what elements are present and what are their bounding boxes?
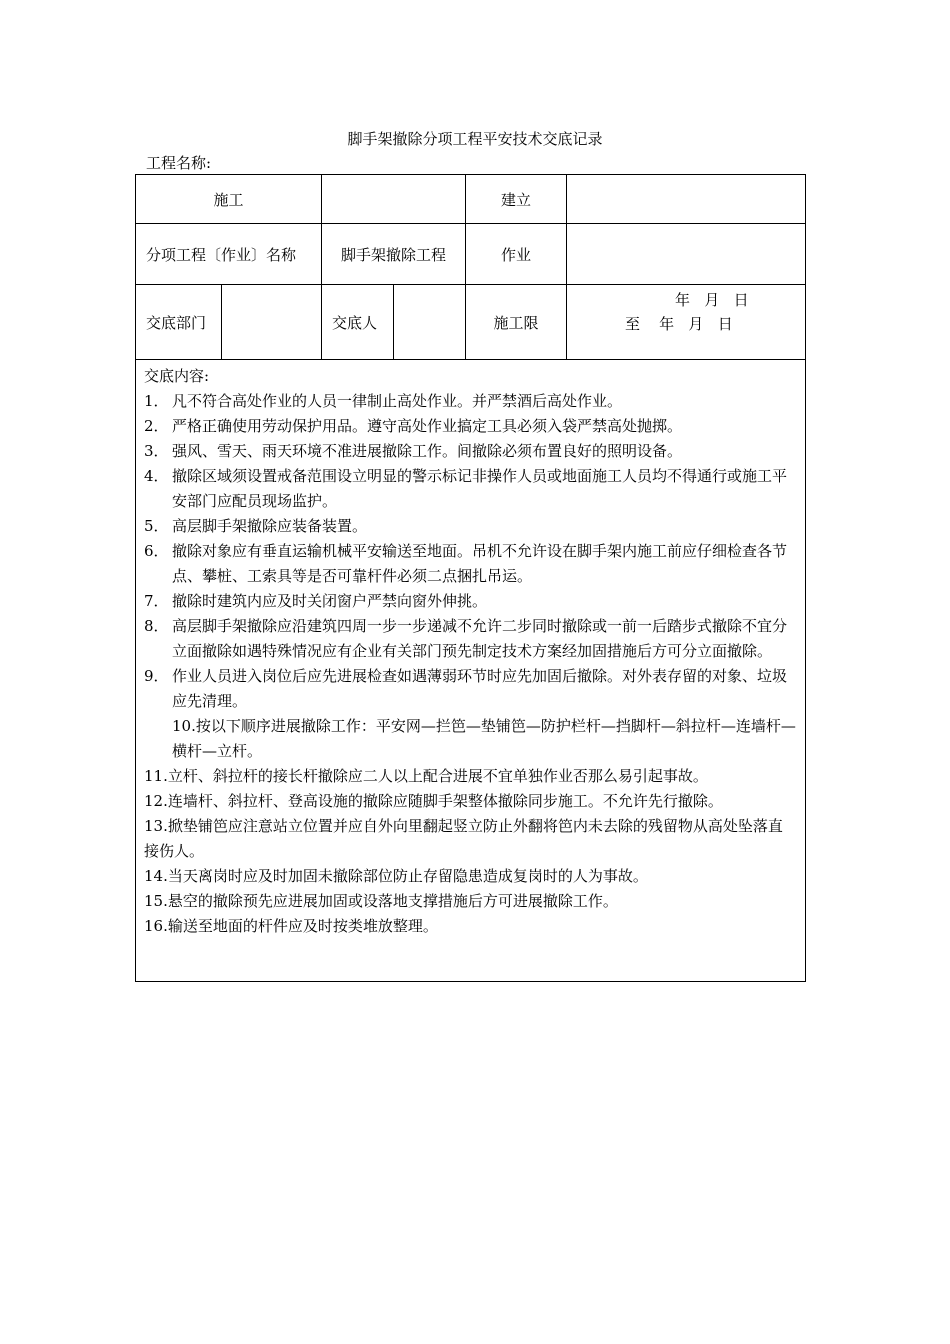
content-item-1 [144,389,797,414]
content-item-13: 13.掀垫铺笆应注意站立位置并应自外向里翻起竖立防止外翻将笆内未去除的残留物从高处坠落直接伤人。 [144,817,783,860]
dept-label: 交底部门 [136,285,222,360]
content-item-6 [144,539,797,589]
content-item-14: 14.当天离岗时应及时加固未撤除部位防止存留隐患造成复岗时的人为事故。 [144,867,648,885]
subitem-value[interactable]: 脚手架撤除工程 [322,224,466,285]
item-text: 撤除对象应有垂直运输机械平安输送至地面。吊机不允许设在脚手架内施工前应仔细检查各节点、攀桩、工索具等是否可靠杆件必须二点捆扎吊运。 [172,542,788,585]
item-number: 6． [144,542,169,560]
work-value[interactable] [567,224,806,285]
content-item-12: 12.连墙杆、斜拉杆、登高设施的撤除应随脚手架整体撤除同步施工。不允许先行撤除。 [144,792,723,810]
period-label: 施工限 [466,285,567,360]
page-title: 脚手架撤除分项工程平安技术交底记录 [347,130,603,148]
period-dates[interactable] [567,285,806,360]
content-item-9 [144,664,797,714]
item-text: 强风、雪天、雨天环境不准进展撤除工作。间撤除必须布置良好的照明设备。 [172,442,683,460]
item-number: 4． [144,467,169,485]
item-text: 高层脚手架撤除应沿建筑四周一步一步递减不允许二步同时撤除或一前一后踏步式撤除不宜分立面撤除如遇特殊情况应有企业有关部门预先制定技术方案经加固措施后方可分立面撤除。 [172,617,788,660]
build-value[interactable] [567,175,806,224]
content-heading: 交底内容: [144,367,210,385]
briefing-content [136,360,806,982]
item-text: 凡不符合高处作业的人员一律制止高处作业。并严禁酒后高处作业。 [172,392,623,410]
content-item-16: 16.输送至地面的杆件应及时按类堆放整理。 [144,917,438,935]
item-number: 7． [144,592,169,610]
date-end: 至 年 月 日 [625,315,733,333]
item-text: 撤除时建筑内应及时关闭窗户严禁向窗外伸挑。 [172,592,488,610]
item-text: 严格正确使用劳动保护用品。遵守高处作业搞定工具必须入袋严禁高处抛掷。 [172,417,683,435]
content-item-15: 15.悬空的撤除预先应进展加固或设落地支撑措施后方可进展撤除工作。 [144,892,618,910]
work-label: 作业 [466,224,567,285]
project-name-label: 工程名称: [146,154,212,172]
item-number: 1． [144,392,169,410]
content-item-8 [144,614,797,664]
content-item-3 [144,439,797,464]
record-table [135,174,806,982]
content-item-11: 11.立杆、斜拉杆的接长杆撤除应二人以上配合进展不宜单独作业否那么易引起事故。 [144,767,708,785]
build-label: 建立 [466,175,567,224]
item-text: 高层脚手架撤除应装备装置。 [172,517,368,535]
content-item-4 [144,464,797,514]
person-label: 交底人 [322,285,394,360]
item-number: 9． [144,667,169,685]
dept-value[interactable] [222,285,322,360]
item-number: 2． [144,417,169,435]
content-item-5 [144,514,797,539]
content-item-10: 10.按以下顺序进展撤除工作：平安网—拦笆—垫铺笆—防护栏杆—挡脚杆—斜拉杆—连墙杆—横杆—立杆。 [172,717,796,760]
item-number: 8． [144,617,169,635]
date-start: 年 月 日 [675,291,749,309]
item-number: 5． [144,517,169,535]
content-item-7 [144,589,797,614]
content-item-2 [144,414,797,439]
construction-label: 施工 [136,175,322,224]
item-text: 作业人员进入岗位后应先进展检查如遇薄弱环节时应先加固后撤除。对外表存留的对象、垃圾应先清理。 [172,667,788,710]
construction-value[interactable] [322,175,466,224]
item-number: 3． [144,442,169,460]
person-value[interactable] [394,285,466,360]
item-text: 撤除区域须设置戒备范围设立明显的警示标记非操作人员或地面施工人员均不得通行或施工平安部门应配员现场监护。 [172,467,788,510]
subitem-label: 分项工程〔作业〕名称 [136,224,322,285]
